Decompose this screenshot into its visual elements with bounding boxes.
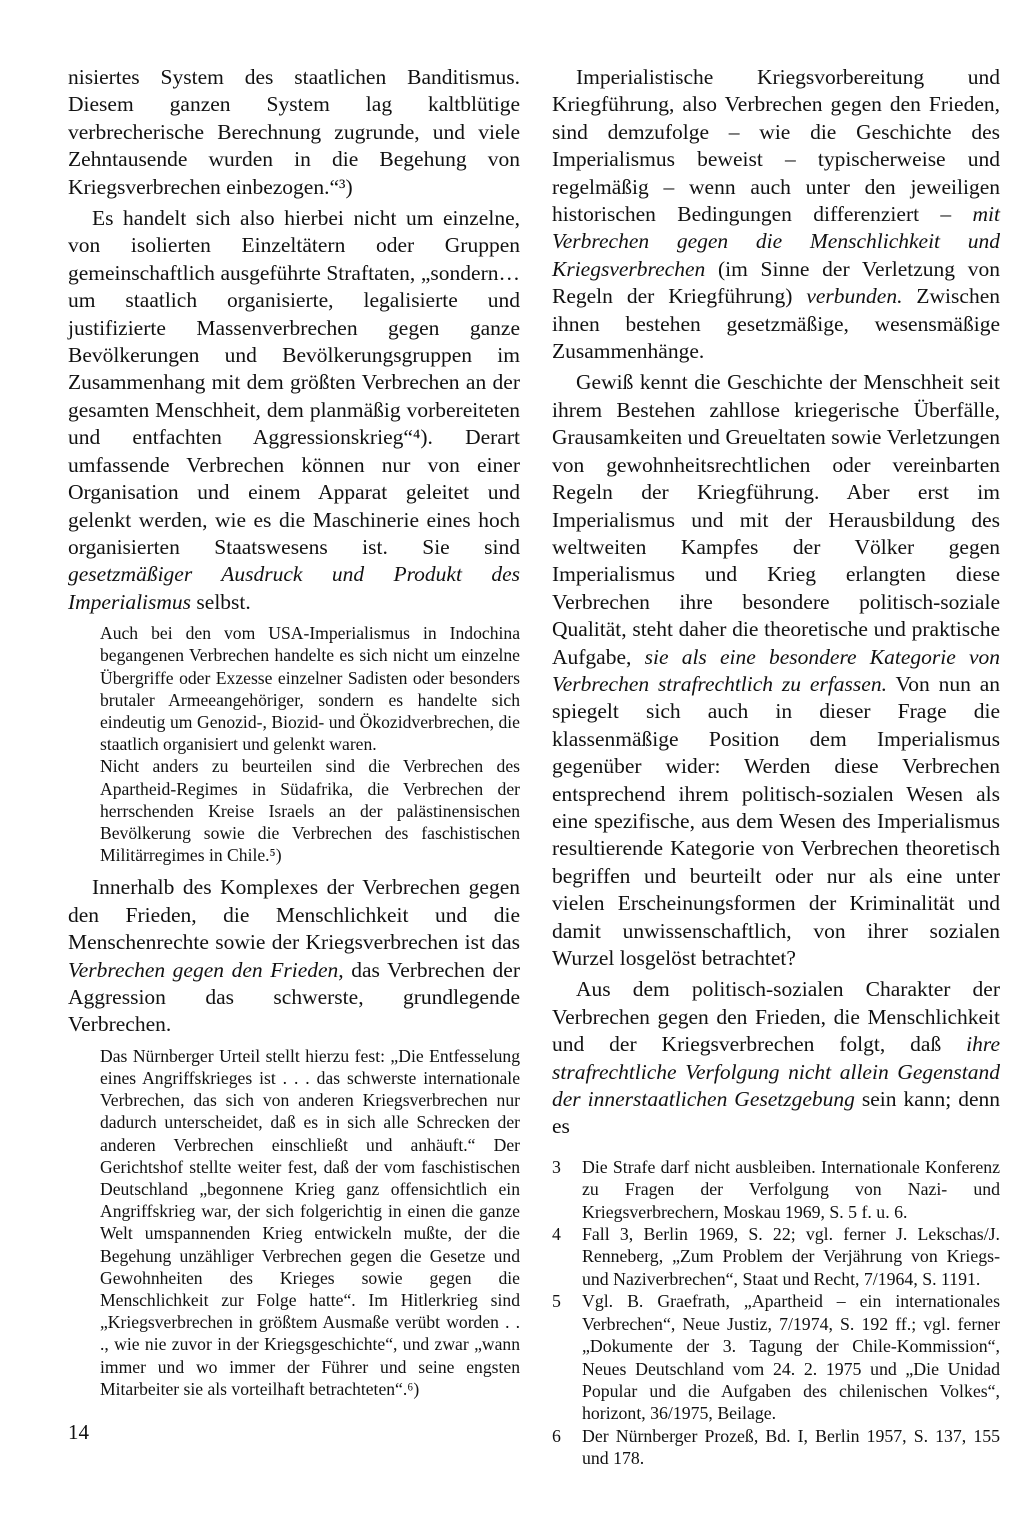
footnote-text: Die Strafe darf nicht ausbleiben. Internationale Konferenz zu Fragen der Verfolgung von Nazi- und Kriegsverbrechern, Moskau 1969, S. 5 f. u. 6. [582,1156,1000,1222]
footnote-number: 6 [552,1425,561,1446]
emphasis: verbunden. [806,284,903,309]
footnote-text: Fall 3, Berlin 1969, S. 22; vgl. ferner J. Lekschas/J. Renneberg, „Zum Problem der Verjährung von Kriegs- und Naziverbrechen“, Staat und Recht, 7/1964, S. 1191. [582,1224,1000,1289]
footnote-number: 4 [552,1224,561,1245]
footnote-text: Vgl. B. Graefrath, „Apartheid – ein internationales Verbrechen“, Neue Justiz, 7/1974, S. 192 ff.; vgl. ferner „Dokumente der 3. Tagung der Chile-Kommission“, Neues Deutschland vom 24. 2. 1975 und „Die Unidad Popular und die Aufgaben des chilenischen Volkes“, horizont, 36/1975, Beilage. [582,1291,1000,1424]
paragraph: Es handelt sich also hierbei nicht um einzelne, von isolierten Einzeltätern oder Gruppen gemeinschaftlich ausgeführte Straftaten, „sondern… um staatlich organisierte, legalisierte und justifizierte Massenverbrechen gegen ganze Bevölkerungen und Bevölkerungsgruppen im Zusammenhang mit dem größten Verbrechen an der gesamten Menschheit, dem planmäßig vorbereiteten und entfachten Aggressionskrieg“⁴). Derart umfassende Verbrechen können nur von einer Organisation und einem Apparat geleitet und gelenkt werden, wie es die Maschinerie eines hoch organisierten Staatswesens ist. Sie sind gesetzmäßiger Ausdruck und Produkt des Imperialismus selbst. [68,206,520,614]
footnote-number: 3 [552,1156,561,1177]
emphasis: gesetzmäßiger Ausdruck und Produkt des Imperialismus [68,562,520,614]
right-column [552,64,1000,1470]
paragraph: Aus dem politisch-sozialen Charakter der Verbrechen gegen den Frieden, die Menschlichkeit und der Kriegsverbrechen folgt, daß ihre strafrechtliche Verfolgung nicht allein Gegenstand der innerstaatlichen Gesetzgebung sein kann; denn es [552,977,1000,1139]
footnote [552,1290,1000,1424]
paragraph: Imperialistische Kriegsvorbereitung und Kriegführung, also Verbrechen gegen den Frieden, sind demzufolge – wie die Geschichte des Imperialismus beweist – typischerweise und regelmäßig – wenn auch unter den jeweiligen historischen Bedingungen differenziert – mit Verbrechen gegen die Menschlichkeit und Kriegsverbrechen (im Sinne der Verletzung von Regeln der Kriegführung) verbunden. Zwischen ihnen bestehen gesetzmäßige, wesensmäßige Zusammenhänge. [552,65,1000,364]
footnote-number: 5 [552,1291,561,1312]
small-print-block [68,1045,520,1400]
emphasis: sie als eine besondere Kategorie von Verbrechen strafrechtlich zu erfassen. [552,644,1000,696]
footnote [552,1156,1000,1223]
footnote [552,1425,1000,1470]
paragraph-continued: nisiertes System des staatlichen Banditismus. Diesem ganzen System lag kaltblütige verbrecherische Berechnung zugrunde, und viele Zehntausende wurden in die Begehung von Kriegsverbrechen einbezogen.“³) [68,65,520,199]
small-paragraph: Nicht anders zu beurteilen sind die Verbrechen des Apartheid-Regimes in Südafrika, die Verbrechen der herrschenden Kreise Israels an der palästinensischen Bevölkerung sowie die Verbrechen des faschistischen Militärregimes in Chile.⁵) [100,756,520,866]
emphasis: Verbrechen gegen den Frieden, [68,957,344,982]
footnote-text: Der Nürnberger Prozeß, Bd. I, Berlin 1957, S. 137, 155 und 178. [582,1425,1000,1469]
footnotes [552,1155,1000,1470]
emphasis: mit Verbrechen gegen die Menschlichkeit und Kriegsverbrechen [552,202,1000,281]
page-number: 14 [68,1420,89,1444]
paragraph: Gewiß kennt die Geschichte der Menschheit seit ihrem Bestehen zahllose kriegerische Überfälle, Grausamkeiten und Greueltaten sowie Verletzungen von gewohnheitsrechtlichen oder vereinbarten Regeln der Kriegführung. Aber erst im Imperialismus und mit der Herausbildung des weltweiten Kampfes der Völker gegen Imperialismus und Krieg erlangten diese Verbrechen ihre besondere politisch-soziale Qualität, steht daher die theoretische und praktische Aufgabe, sie als eine besondere Kategorie von Verbrechen strafrechtlich zu erfassen. Von nun an spiegelt sich auch in dieser Frage die klassenmäßige Position dem Imperialismus gegenüber wider: Werden diese Verbrechen entsprechend ihrem politisch-sozialen Wesen als eine spezifische, aus dem Wesen des Imperialismus resultierende Kategorie von Verbrechen theoretisch begriffen und beurteilt oder nur als eine unter vielen Erscheinungsformen der Kriminalität und damit unwissenschaftlich, von ihrer sozialen Wurzel losgelöst betrachtet? [552,370,1000,970]
small-paragraph: Das Nürnberger Urteil stellt hierzu fest: „Die Entfesselung eines Angriffskrieges ist . . . das schwerste internationale Verbrechen, das sich von anderen Kriegsverbrechen nur dadurch unterscheidet, daß es in sich alle Schrecken der anderen Verbrechen einschließt und anhäuft.“ Der Gerichtshof stellte weiter fest, daß der vom faschistischen Deutschland „begonnene Krieg ganz offensichtlich ein Angriffskrieg war, der sich folgerichtig in einen die ganze Welt umspannenden Krieg entwickeln mußte, der die Begehung unzähliger Verbrechen gegen die Gesetze und Gewohnheiten des Krieges sowie gegen die Menschlichkeit zur Folge hatte“. Im Hitlerkrieg sind „Kriegsverbrechen in größtem Ausmaße verübt worden . . ., wie nie zuvor in der Kriegsgeschichte“, und zwar „wann immer und wo immer der Führer und seine engsten Mitarbeiter sie als vorteilhaft betrachteten“.⁶) [100,1045,520,1399]
small-print-block [68,622,520,866]
footnote [552,1223,1000,1290]
emphasis: ihre strafrechtliche Verfolgung nicht allein Gegenstand der innerstaatlichen Gesetzgebung [552,1032,1000,1112]
paragraph: Innerhalb des Komplexes der Verbrechen gegen den Frieden, die Menschlichkeit und die Menschenrechte sowie der Kriegsverbrechen ist das Verbrechen gegen den Frieden, das Verbrechen der Aggression das schwerste, grundlegende Verbrechen. [68,875,520,1037]
small-paragraph: Auch bei den vom USA-Imperialismus in Indochina begangenen Verbrechen handelte es sich nicht um einzelne Übergriffe oder Exzesse einzelner Sadisten oder besonders brutaler Armeeangehöriger, sondern es handelte sich eindeutig um Genozid-, Biozid- und Ökozidverbrechen, die staatlich organisiert und gelenkt waren. [100,623,520,755]
left-column [68,64,520,1408]
